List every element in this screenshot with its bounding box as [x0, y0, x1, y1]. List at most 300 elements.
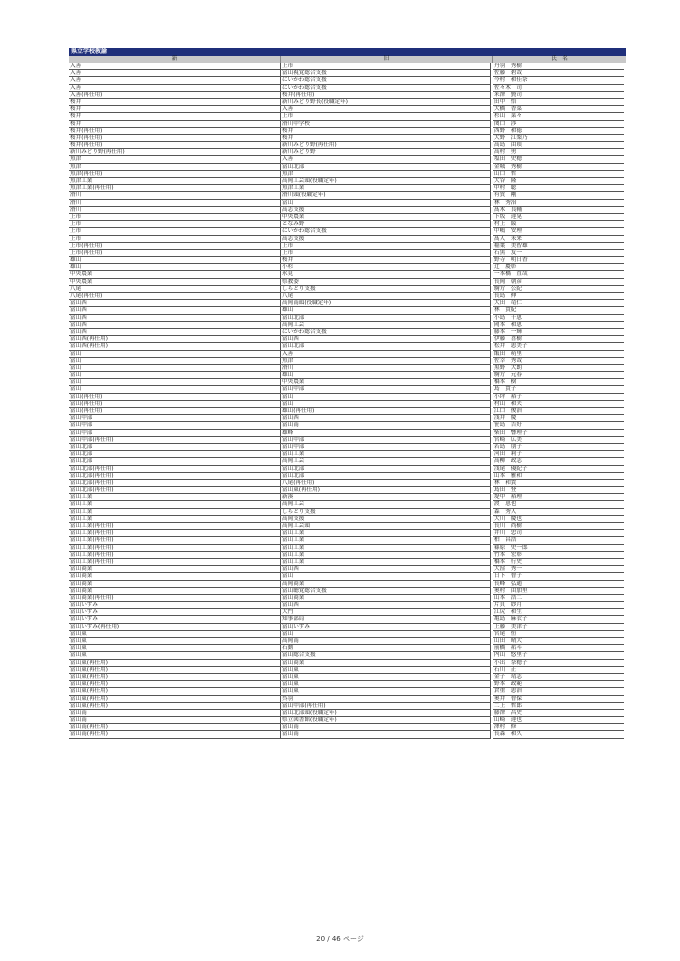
- cell-name: 長川 尚樹: [493, 523, 624, 530]
- table-row: [69, 415, 626, 422]
- cell-name: 江尻 和生: [493, 609, 624, 616]
- table-row: [69, 430, 626, 437]
- table-row: [69, 315, 626, 322]
- cell-name: 山口 哲: [493, 171, 624, 178]
- cell-new: 桜井: [69, 113, 281, 120]
- cell-name: 辻 慶彰: [493, 264, 624, 271]
- cell-old: 富山東(再任用): [281, 487, 491, 494]
- table-row: [69, 573, 626, 580]
- cell-new: 富山工業(再任用): [69, 523, 281, 530]
- cell-old: 富山北部: [281, 315, 491, 322]
- cell-old: 高岡工芸頭(役職定年): [281, 178, 491, 185]
- cell-old: 富山北部: [281, 466, 491, 473]
- table-row: [69, 372, 626, 379]
- cell-name: 柴田 響理子: [493, 430, 624, 437]
- cell-old: 富山工業: [281, 537, 491, 544]
- table-row: [69, 501, 626, 508]
- cell-old: 高岡支援: [281, 516, 491, 523]
- cell-new: 富山商業: [69, 581, 281, 588]
- table-row: [69, 408, 626, 415]
- cell-new: 滑川: [69, 200, 281, 207]
- table-row: [69, 264, 626, 271]
- cell-name: 倉重 恵治: [493, 688, 624, 695]
- table-row: [69, 300, 626, 307]
- cell-new: 入善(再任用): [69, 92, 281, 99]
- cell-old: 富山東: [281, 667, 491, 674]
- cell-new: 富山東(再任用): [69, 696, 281, 703]
- cell-name: 黒野 大朗: [493, 365, 624, 372]
- cell-old: 高志支援: [281, 207, 491, 214]
- cell-old: 魚津: [281, 171, 491, 178]
- cell-old: 桜井: [281, 128, 491, 135]
- cell-name: 関口 渉: [493, 121, 624, 128]
- cell-name: 金子 靖志: [493, 674, 624, 681]
- table-row: [69, 164, 626, 171]
- cell-old: 富山北部: [281, 473, 491, 480]
- cell-name: 亀島 麻衣子: [493, 616, 624, 623]
- cell-name: 塩田 史穂: [493, 156, 624, 163]
- cell-old: 石動: [281, 645, 491, 652]
- cell-old: 雄峰: [281, 430, 491, 437]
- table-row: [69, 358, 626, 365]
- cell-name: 山崎 達也: [493, 717, 624, 724]
- cell-name: 宮尾 恒: [493, 631, 624, 638]
- table-row: [69, 343, 626, 350]
- cell-old: 富山いずみ: [281, 624, 491, 631]
- cell-name: 林 貴紀: [493, 307, 624, 314]
- cell-new: 富山南(再任用): [69, 724, 281, 731]
- cell-old: 富山工業: [281, 552, 491, 559]
- table-row: [69, 192, 626, 199]
- cell-name: 下坂 達晃: [493, 214, 624, 221]
- cell-new: 富山いずみ: [69, 616, 281, 623]
- cell-old: にいかわ総合支援: [281, 85, 491, 92]
- cell-name: 藤澤 昌史: [493, 710, 624, 717]
- cell-new: 富山西: [69, 315, 281, 322]
- cell-new: 富山商業: [69, 566, 281, 573]
- cell-new: 富山南: [69, 717, 281, 724]
- table-row: [69, 724, 626, 731]
- table-row: [69, 200, 626, 207]
- table-row: [69, 473, 626, 480]
- cell-old: 高岡工芸: [281, 501, 491, 508]
- cell-name: 中嶋 安理: [493, 228, 624, 235]
- cell-name: 山本 浩二: [493, 595, 624, 602]
- cell-old: にいかわ総合支援: [281, 77, 491, 84]
- cell-new: 富山西: [69, 307, 281, 314]
- table-body: [69, 63, 626, 739]
- table-row: [69, 602, 626, 609]
- cell-name: 上藤 美津子: [493, 624, 624, 631]
- table-row: [69, 156, 626, 163]
- cell-name: 柏 昌浩: [493, 537, 624, 544]
- cell-old: 富山東: [281, 688, 491, 695]
- table-row: [69, 307, 626, 314]
- table-row: [69, 674, 626, 681]
- cell-new: 桜井(再任用): [69, 142, 281, 149]
- cell-name: 伊藤 喜樹: [493, 336, 624, 343]
- table-row: [69, 422, 626, 429]
- header-name: 氏 名: [551, 56, 568, 62]
- cell-new: 滑川: [69, 207, 281, 214]
- table-row: [69, 135, 626, 142]
- cell-old: 富山南: [281, 731, 491, 738]
- cell-old: 小杉: [281, 264, 491, 271]
- table-row: [69, 631, 626, 638]
- table-row: [69, 660, 626, 667]
- cell-old: 富山工業: [281, 451, 491, 458]
- table-row: [69, 545, 626, 552]
- cell-new: 富山工業(再任用): [69, 552, 281, 559]
- cell-new: 富山いずみ: [69, 609, 281, 616]
- cell-name: 大谷 隆: [493, 178, 624, 185]
- cell-new: 富山東: [69, 652, 281, 659]
- cell-name: 金城 秀樹: [493, 164, 624, 171]
- cell-old: 新湊: [281, 494, 491, 501]
- cell-new: 魚津工業(再任用): [69, 185, 281, 192]
- cell-new: 富山いずみ: [69, 602, 281, 609]
- cell-old: 高岡工芸: [281, 458, 491, 465]
- cell-new: 桜井: [69, 121, 281, 128]
- cell-new: 上市: [69, 236, 281, 243]
- cell-new: 富山商業: [69, 573, 281, 580]
- cell-new: 入善: [69, 85, 281, 92]
- table-row: [69, 243, 626, 250]
- cell-old: しらとり支援: [281, 509, 491, 516]
- table-row: [69, 286, 626, 293]
- cell-name: 長峰 弘通: [493, 581, 624, 588]
- cell-old: 氷見: [281, 271, 491, 278]
- table-row: [69, 624, 626, 631]
- cell-old: 富山西: [281, 566, 491, 573]
- cell-old: 八尾(再任用): [281, 480, 491, 487]
- cell-name: 佐藤 碧哉: [493, 70, 624, 77]
- cell-old: 雄山(再任用): [281, 408, 491, 415]
- cell-name: 山本 雅和: [493, 473, 624, 480]
- cell-old: 富山商業: [281, 595, 491, 602]
- cell-name: 大川 慶也: [493, 516, 624, 523]
- table-row: [69, 645, 626, 652]
- cell-old: 新川みどり野(再任用): [281, 142, 491, 149]
- cell-old: 富山: [281, 573, 491, 580]
- cell-new: 桜井(再任用): [69, 135, 281, 142]
- cell-new: 上市: [69, 228, 281, 235]
- cell-name: 前橋 祐斗: [493, 645, 624, 652]
- cell-new: 上市(再任用): [69, 243, 281, 250]
- cell-new: 富山: [69, 351, 281, 358]
- table-row: [69, 638, 626, 645]
- table-row: [69, 595, 626, 602]
- table-row: [69, 228, 626, 235]
- table-row: [69, 667, 626, 674]
- page-number: 20 / 46 ページ: [316, 935, 364, 943]
- cell-name: 髙木 良輔: [493, 207, 624, 214]
- cell-old: 富山北部: [281, 164, 491, 171]
- cell-name: 佐々木 司: [493, 85, 624, 92]
- cell-old: 県教委: [281, 279, 491, 286]
- table-row: [69, 128, 626, 135]
- cell-name: 澤村 修: [493, 724, 624, 731]
- cell-old: 高岡商業: [281, 581, 491, 588]
- cell-new: 富山: [69, 365, 281, 372]
- table-row: [69, 279, 626, 286]
- cell-name: 高村 勇: [493, 149, 624, 156]
- table-row: [69, 214, 626, 221]
- cell-new: 富山北部: [69, 458, 281, 465]
- cell-name: 稲葉 美智雄: [493, 243, 624, 250]
- cell-name: 山田 晴大: [493, 638, 624, 645]
- table-row: [69, 480, 626, 487]
- cell-old: 富山中部: [281, 444, 491, 451]
- cell-name: 河田 莉子: [493, 451, 624, 458]
- table-row: [69, 70, 626, 77]
- table-row: [69, 688, 626, 695]
- cell-old: 桜井(再任用): [281, 92, 491, 99]
- cell-new: 雄山: [69, 264, 281, 271]
- cell-old: となみ野: [281, 221, 491, 228]
- cell-old: にいかわ総合支援: [281, 329, 491, 336]
- cell-name: 大橋 香菜: [493, 106, 624, 113]
- cell-old: 滑川中学校: [281, 121, 491, 128]
- cell-old: 上市: [281, 63, 491, 70]
- cell-name: 小出 奈穂子: [493, 660, 624, 667]
- cell-old: 富山総合支援: [281, 652, 491, 659]
- cell-name: 杉山 菜々: [493, 113, 624, 120]
- cell-new: 富山南: [69, 710, 281, 717]
- cell-name: 島 貴子: [493, 386, 624, 393]
- cell-old: 上市: [281, 243, 491, 250]
- cell-name: 二上 哲郎: [493, 703, 624, 710]
- table-row: [69, 329, 626, 336]
- cell-name: 林 秀治: [493, 200, 624, 207]
- cell-name: 笹島 吉好: [493, 422, 624, 429]
- cell-new: 富山(再任用): [69, 401, 281, 408]
- cell-old: 魚津工業: [281, 185, 491, 192]
- cell-new: 富山(再任用): [69, 394, 281, 401]
- cell-name: 岡本 和恵: [493, 322, 624, 329]
- cell-old: 高志支援: [281, 236, 491, 243]
- cell-old: 富山東: [281, 674, 491, 681]
- cell-name: 奥村 由加里: [493, 588, 624, 595]
- cell-name: 長森 和久: [493, 731, 624, 738]
- cell-new: 中央農業: [69, 279, 281, 286]
- cell-name: 宮崎 広美: [493, 437, 624, 444]
- table-row: [69, 178, 626, 185]
- cell-new: 滑川: [69, 192, 281, 199]
- cell-name: 野寺 明日香: [493, 257, 624, 264]
- cell-name: 渡 恵也: [493, 501, 624, 508]
- table-row: [69, 113, 626, 120]
- header-old: 旧: [281, 56, 493, 63]
- cell-name: 篠原 史一郎: [493, 545, 624, 552]
- cell-name: 江口 俊治: [493, 408, 624, 415]
- cell-old: 富山: [281, 394, 491, 401]
- cell-new: 魚津工業: [69, 178, 281, 185]
- cell-new: 魚津(再任用): [69, 171, 281, 178]
- cell-new: 雄山: [69, 257, 281, 264]
- table-row: [69, 458, 626, 465]
- table-row: [69, 221, 626, 228]
- cell-name: 丹羽 秀樹: [493, 63, 624, 70]
- table-row: [69, 494, 626, 501]
- cell-name: 駒方 公紀: [493, 286, 624, 293]
- table-row: [69, 85, 626, 92]
- table-row: [69, 466, 626, 473]
- cell-old: 富山西: [281, 336, 491, 343]
- table-row: [69, 77, 626, 84]
- cell-old: 入善: [281, 106, 491, 113]
- cell-name: 竹本 宏彰: [493, 552, 624, 559]
- cell-name: 西野 和徳: [493, 128, 624, 135]
- table-row: [69, 731, 626, 738]
- cell-old: 富山西: [281, 602, 491, 609]
- table-row: [69, 171, 626, 178]
- cell-name: 井川 忠司: [493, 530, 624, 537]
- cell-old: 入善: [281, 156, 491, 163]
- cell-name: 長島 伸: [493, 293, 624, 300]
- cell-old: 中央農業: [281, 214, 491, 221]
- cell-new: 富山西(再任用): [69, 336, 281, 343]
- cell-name: 藤本 一輝: [493, 329, 624, 336]
- cell-new: 富山中部: [69, 415, 281, 422]
- table-row: [69, 609, 626, 616]
- cell-name: 若島 朋子: [493, 444, 624, 451]
- cell-name: 橋本 行史: [493, 559, 624, 566]
- cell-old: 富山南: [281, 422, 491, 429]
- cell-new: 桜井(再任用): [69, 128, 281, 135]
- table-row: [69, 717, 626, 724]
- cell-name: 髙人 未来: [493, 236, 624, 243]
- personnel-table: [69, 48, 626, 739]
- cell-name: 堤中 裕理: [493, 494, 624, 501]
- table-row: [69, 487, 626, 494]
- table-row: [69, 652, 626, 659]
- cell-name: 村山 和夫: [493, 401, 624, 408]
- table-row: [69, 703, 626, 710]
- cell-old: 富山中部: [281, 386, 491, 393]
- table-row: [69, 537, 626, 544]
- cell-name: 今村 和佳奈: [493, 77, 624, 84]
- table-row: [69, 379, 626, 386]
- cell-new: 富山いずみ(再任用): [69, 624, 281, 631]
- cell-old: 富山中部(再任用): [281, 703, 491, 710]
- cell-old: 県立図書館(役職定年): [281, 717, 491, 724]
- cell-name: 野本 政範: [493, 681, 624, 688]
- cell-new: 富山中部: [69, 430, 281, 437]
- cell-old: 知事部局: [281, 616, 491, 623]
- cell-name: 中村 聡: [493, 185, 624, 192]
- table-row: [69, 696, 626, 703]
- cell-new: 富山工業(再任用): [69, 537, 281, 544]
- cell-new: 富山北部: [69, 444, 281, 451]
- cell-name: 飯田 萌里: [493, 351, 624, 358]
- table-header: [69, 56, 626, 63]
- cell-new: 富山: [69, 358, 281, 365]
- cell-old: 新川みどり野長(役職定年): [281, 99, 491, 106]
- cell-new: 入善: [69, 77, 281, 84]
- cell-old: 富山南: [281, 724, 491, 731]
- cell-old: 富山: [281, 200, 491, 207]
- cell-old: 富山北部頭(役職定年): [281, 710, 491, 717]
- table-row: [69, 63, 626, 70]
- cell-new: 富山東: [69, 645, 281, 652]
- cell-name: 片貝 紗月: [493, 602, 624, 609]
- cell-name: 内山 悠里子: [493, 652, 624, 659]
- table-row: [69, 293, 626, 300]
- cell-new: 富山中部: [69, 422, 281, 429]
- cell-name: 駒方 元春: [493, 372, 624, 379]
- cell-new: 中央農業: [69, 271, 281, 278]
- cell-new: 富山北部: [69, 451, 281, 458]
- cell-name: 高島 由頃: [493, 142, 624, 149]
- cell-name: 石川 正: [493, 667, 624, 674]
- cell-old: 高岡南: [281, 638, 491, 645]
- table-row: [69, 581, 626, 588]
- cell-name: 田中 悟: [493, 99, 624, 106]
- cell-old: 富山工業: [281, 559, 491, 566]
- cell-old: 新川みどり野: [281, 149, 491, 156]
- cell-name: 島田 登: [493, 487, 624, 494]
- cell-old: 滑川: [281, 365, 491, 372]
- cell-name: 一本橋 直哉: [493, 271, 624, 278]
- cell-name: 浅尾 優紀子: [493, 466, 624, 473]
- table-row: [69, 523, 626, 530]
- cell-old: 上市: [281, 113, 491, 120]
- cell-name: 小坪 裕子: [493, 394, 624, 401]
- cell-new: 富山(再任用): [69, 408, 281, 415]
- table-row: [69, 250, 626, 257]
- table-row: [69, 351, 626, 358]
- cell-old: 大門: [281, 609, 491, 616]
- cell-new: 富山工業(再任用): [69, 545, 281, 552]
- cell-old: 魚津: [281, 358, 491, 365]
- cell-new: 富山工業(再任用): [69, 559, 281, 566]
- cell-new: 富山工業: [69, 494, 281, 501]
- cell-old: 八尾: [281, 293, 491, 300]
- table-row: [69, 207, 626, 214]
- cell-new: 富山東: [69, 631, 281, 638]
- cell-old: 呉羽: [281, 696, 491, 703]
- cell-old: 富山北部: [281, 343, 491, 350]
- cell-new: 富山東(再任用): [69, 674, 281, 681]
- cell-new: 富山: [69, 386, 281, 393]
- cell-new: 富山: [69, 379, 281, 386]
- cell-old: 富山商業: [281, 660, 491, 667]
- table-row: [69, 616, 626, 623]
- cell-new: 桜井: [69, 99, 281, 106]
- cell-new: 富山北部(再任用): [69, 480, 281, 487]
- cell-new: 魚津: [69, 156, 281, 163]
- cell-name: 林 和貴: [493, 480, 624, 487]
- cell-new: 富山北部(再任用): [69, 466, 281, 473]
- cell-old: 入善: [281, 351, 491, 358]
- cell-old: 中央農業: [281, 379, 491, 386]
- cell-new: 魚津: [69, 164, 281, 171]
- table-row: [69, 516, 626, 523]
- table-row: [69, 149, 626, 156]
- cell-name: 長岡 朝彦: [493, 279, 624, 286]
- cell-new: 入善: [69, 63, 281, 70]
- cell-name: 大野 江梨乃: [493, 135, 624, 142]
- cell-old: 富山西: [281, 415, 491, 422]
- table-row: [69, 121, 626, 128]
- cell-new: 富山北部(再任用): [69, 473, 281, 480]
- table-row: [69, 588, 626, 595]
- table-row: [69, 185, 626, 192]
- section-title: 県立学校教諭: [69, 48, 626, 56]
- cell-name: 浅井 慶: [493, 415, 624, 422]
- table-row: [69, 710, 626, 717]
